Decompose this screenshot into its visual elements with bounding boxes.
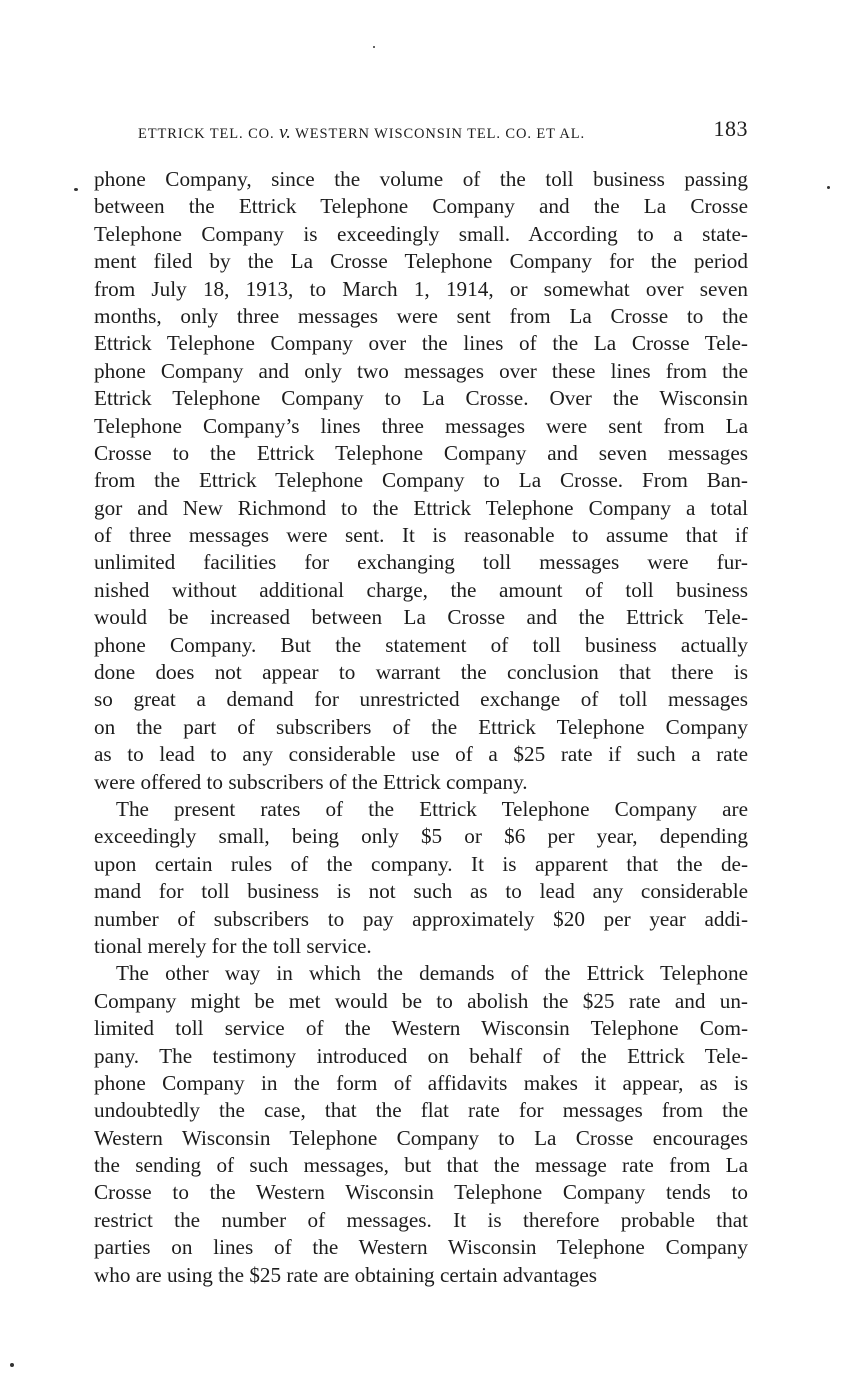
- text-line: The present rates of the Ettrick Telephone Company are: [116, 796, 748, 821]
- running-title: [138, 122, 585, 144]
- text-line: months, only three messages were sent from La Crosse to the: [94, 303, 748, 328]
- text-line: Crosse to the Ettrick Telephone Company and seven messages: [94, 440, 748, 465]
- text-line: so great a demand for unrestricted exchange of toll messages: [94, 687, 748, 712]
- text-line: unlimited facilities for exchanging toll messages were fur-: [94, 550, 748, 575]
- text-line: the sending of such messages, but that the message rate from La: [94, 1153, 748, 1178]
- text-line: gor and New Richmond to the Ettrick Telephone Company a total: [94, 495, 748, 520]
- text-line: pany. The testimony introduced on behalf of the Ettrick Tele-: [94, 1043, 748, 1068]
- text-line: Telephone Company’s lines three messages were sent from La: [94, 413, 748, 438]
- running-title-part1: ETTRICK TEL. CO.: [138, 126, 275, 142]
- running-title-part2: WESTERN WISCONSIN TEL. CO. ET AL.: [295, 126, 586, 142]
- text-line: between the Ettrick Telephone Company and the La Crosse: [94, 194, 748, 219]
- text-line: The other way in which the demands of the Ettrick Telephone: [116, 961, 748, 986]
- scan-speck: [373, 46, 375, 48]
- running-head: [96, 116, 748, 144]
- text-line: on the part of subscribers of the Ettrick Telephone Company: [94, 714, 748, 739]
- text-line: exceedingly small, being only $5 or $6 per year, depending: [94, 824, 748, 849]
- text-line: Company might be met would be to abolish the $25 rate and un-: [94, 988, 748, 1013]
- running-title-versus: v.: [279, 122, 291, 143]
- text-line: Ettrick Telephone Company over the lines of the La Crosse Tele-: [94, 331, 748, 356]
- text-line: would be increased between La Crosse and the Ettrick Tele-: [94, 605, 748, 630]
- text-line: Ettrick Telephone Company to La Crosse. Over the Wisconsin: [94, 386, 748, 411]
- text-line: from the Ettrick Telephone Company to La Crosse. From Ban-: [94, 468, 748, 493]
- page-number: 183: [713, 116, 748, 141]
- text-line: phone Company and only two messages over these lines from the: [94, 358, 748, 383]
- text-line: undoubtedly the case, that the flat rate for messages from the: [94, 1098, 748, 1123]
- text-line: mand for toll business is not such as to lead any considerable: [94, 879, 748, 904]
- text-line: of three messages were sent. It is reasonable to assume that if: [94, 523, 748, 548]
- text-line: as to lead to any considerable use of a $25 rate if such a rate: [94, 742, 748, 767]
- text-line: phone Company, since the volume of the toll business passing: [94, 167, 748, 191]
- text-line: done does not appear to warrant the conclusion that there is: [94, 660, 748, 685]
- text-line: parties on lines of the Western Wisconsin Telephone Company: [94, 1235, 748, 1260]
- text-line: Telephone Company is exceedingly small. According to a state-: [94, 221, 748, 246]
- paragraph: [94, 166, 748, 796]
- text-line: ment filed by the La Crosse Telephone Company for the period: [94, 249, 748, 274]
- text-line: who are using the $25 rate are obtaining certain advantages: [94, 1262, 598, 1287]
- paragraph: [94, 960, 748, 1289]
- text-line: tional merely for the toll service.: [94, 933, 372, 958]
- scan-speck: [827, 186, 830, 189]
- text-line: Crosse to the Western Wisconsin Telephone Company tends to: [94, 1180, 748, 1205]
- scan-speck: [10, 1363, 14, 1367]
- text-line: were offered to subscribers of the Ettrick company.: [94, 769, 528, 794]
- text-line: nished without additional charge, the amount of toll business: [94, 577, 748, 602]
- text-line: upon certain rules of the company. It is apparent that the de-: [94, 851, 748, 876]
- text-line: number of subscribers to pay approximately $20 per year addi-: [94, 906, 748, 931]
- body-text: [94, 166, 748, 1289]
- text-line: phone Company. But the statement of toll business actually: [94, 632, 748, 657]
- scan-speck: [74, 188, 78, 191]
- text-line: phone Company in the form of affidavits makes it appear, as is: [94, 1070, 748, 1095]
- text-line: limited toll service of the Western Wisconsin Telephone Com-: [94, 1016, 748, 1041]
- text-line: restrict the number of messages. It is therefore probable that: [94, 1207, 748, 1232]
- text-line: from July 18, 1913, to March 1, 1914, or somewhat over seven: [94, 276, 748, 301]
- text-line: Western Wisconsin Telephone Company to La Crosse encourages: [94, 1125, 748, 1150]
- paragraph: [94, 796, 748, 960]
